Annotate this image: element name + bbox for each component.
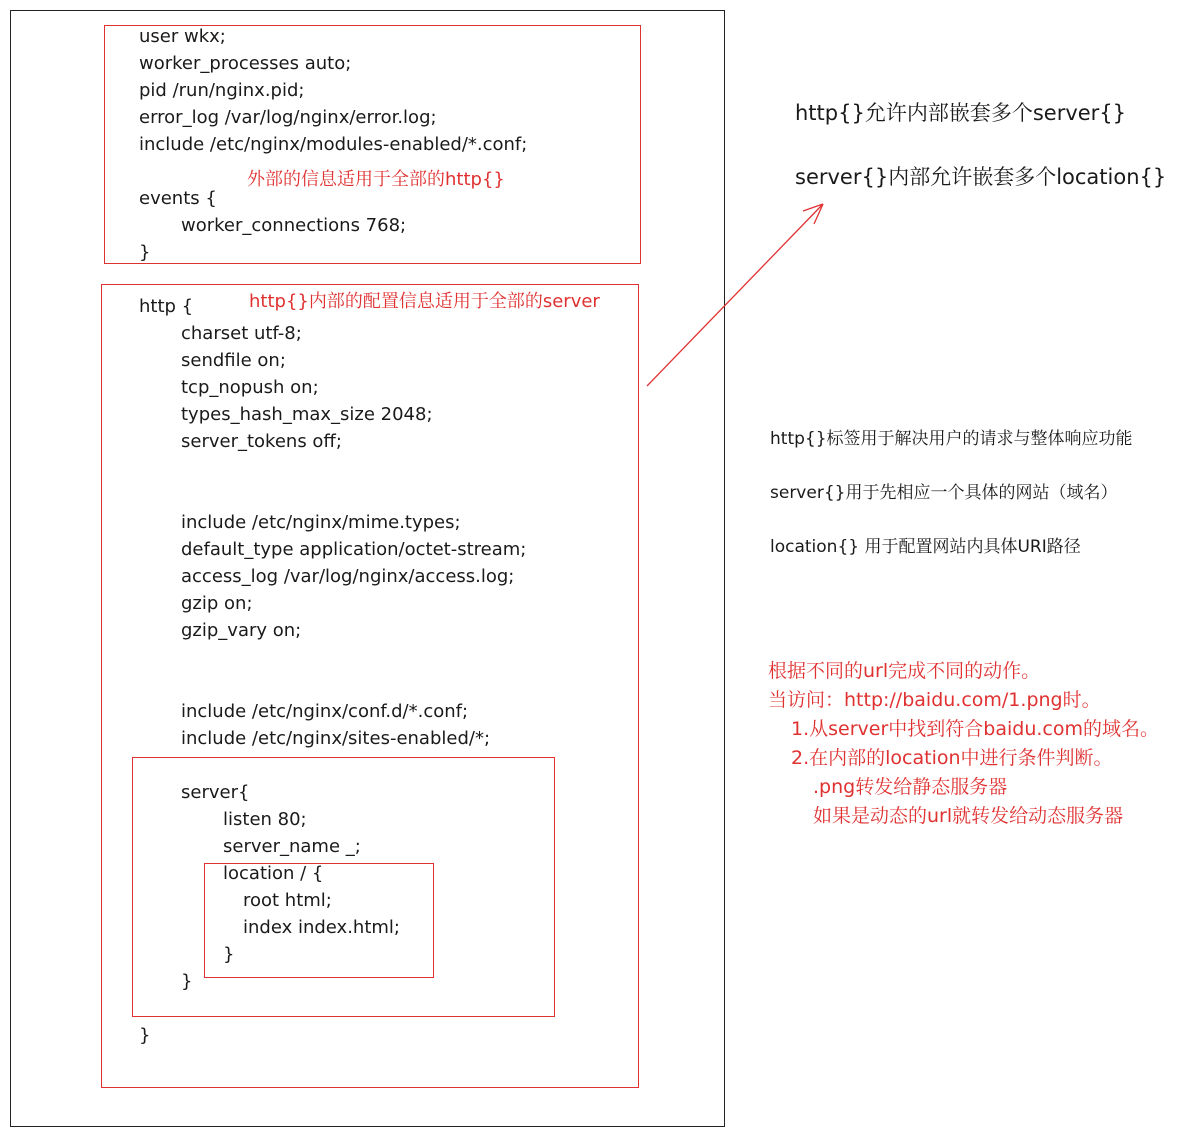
server-open: server{	[181, 782, 250, 803]
flow-note: 1.从server中找到符合baidu.com的域名。	[791, 718, 1159, 740]
role-note: location{} 用于配置网站内具体URI路径	[770, 537, 1081, 557]
http-note: http{}内部的配置信息适用于全部的server	[249, 291, 600, 312]
http-close: }	[139, 1025, 151, 1046]
http-open: http {	[139, 296, 194, 317]
global-line: }	[139, 242, 151, 263]
flow-note: 当访问：http://baidu.com/1.png时。	[768, 689, 1101, 711]
nesting-note: server{}内部允许嵌套多个location{}	[795, 165, 1167, 189]
global-line: include /etc/nginx/modules-enabled/*.conf;	[139, 134, 528, 155]
http-directive: tcp_nopush on;	[181, 377, 319, 398]
global-line: user wkx;	[139, 26, 226, 47]
flow-note: 如果是动态的url就转发给动态服务器	[813, 805, 1124, 827]
location-index: index index.html;	[243, 917, 400, 938]
location-open: location / {	[223, 863, 324, 884]
global-note: 外部的信息适用于全部的http{}	[247, 169, 505, 190]
http-directive: gzip_vary on;	[181, 620, 302, 641]
server-name: server_name _;	[223, 836, 361, 857]
http-directive: charset utf-8;	[181, 323, 302, 344]
http-directive: server_tokens off;	[181, 431, 342, 452]
http-directive: types_hash_max_size 2048;	[181, 404, 433, 425]
http-directive: sendfile on;	[181, 350, 286, 371]
nesting-note: http{}允许内部嵌套多个server{}	[795, 101, 1127, 125]
role-note: http{}标签用于解决用户的请求与整体响应功能	[770, 429, 1133, 449]
http-directive: include /etc/nginx/conf.d/*.conf;	[181, 701, 469, 722]
global-line: error_log /var/log/nginx/error.log;	[139, 107, 437, 128]
flow-note: 2.在内部的location中进行条件判断。	[791, 747, 1113, 769]
http-directive: access_log /var/log/nginx/access.log;	[181, 566, 515, 587]
location-close: }	[223, 944, 235, 965]
server-listen: listen 80;	[223, 809, 307, 830]
http-directive: include /etc/nginx/mime.types;	[181, 512, 461, 533]
location-root: root html;	[243, 890, 332, 911]
http-directive: include /etc/nginx/sites-enabled/*;	[181, 728, 491, 749]
global-line: events {	[139, 188, 217, 209]
global-line: pid /run/nginx.pid;	[139, 80, 305, 101]
http-directive: default_type application/octet-stream;	[181, 539, 527, 560]
role-note: server{}用于先相应一个具体的网站（域名）	[770, 483, 1118, 503]
server-close: }	[181, 971, 193, 992]
global-line: worker_processes auto;	[139, 53, 352, 74]
http-directive: gzip on;	[181, 593, 253, 614]
flow-note: .png转发给静态服务器	[813, 776, 1008, 798]
global-line: worker_connections 768;	[181, 215, 407, 236]
flow-note: 根据不同的url完成不同的动作。	[768, 660, 1041, 682]
